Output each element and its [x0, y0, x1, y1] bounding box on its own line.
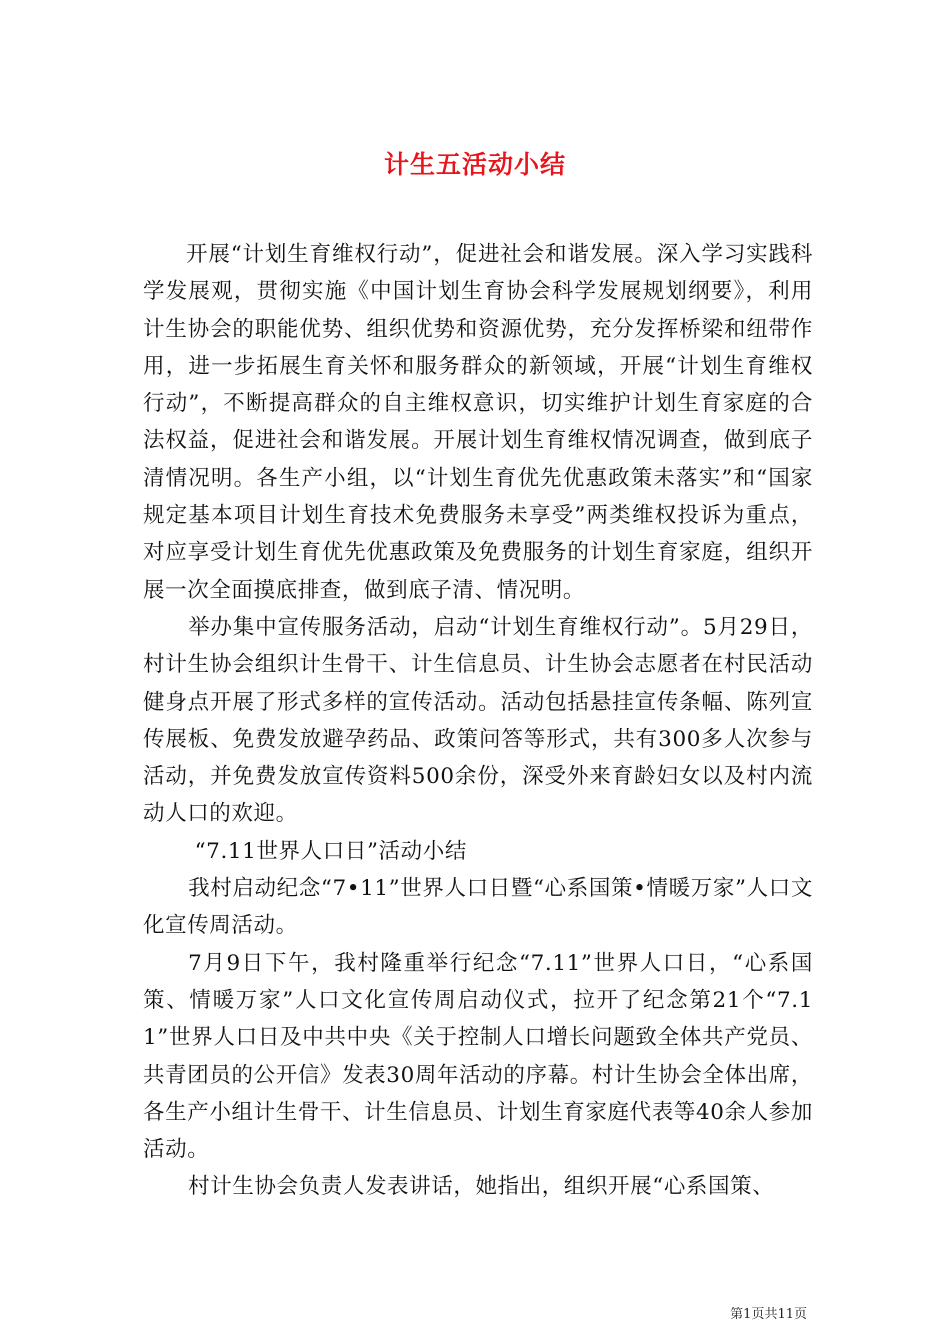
document-body [143, 236, 813, 1206]
paragraph-ceremony: 7月9日下午，我村隆重举行纪念“7.11”世界人口日，“心系国策、情暖万家”人口文化宣传周启动仪式，拉开了纪念第21个“7.11”世界人口日及中共中央《关于控制人口增长问题致全体共产党员、共青团员的公开信》发表30周年活动的序幕。村计生协会全体出席，各生产小组计生骨干、计生信息员、计划生育家庭代表等40余人参加活动。 [143, 950, 813, 1163]
section-subtitle-population-day: “7.11世界人口日”活动小结 [194, 838, 467, 864]
paragraph-speech: 村计生协会负责人发表讲话，她指出，组织开展“心系国策、 [188, 1174, 775, 1200]
paragraph-publicity-event: 举办集中宣传服务活动，启动“计划生育维权行动”。5月29日，村计生协会组织计生骨干、计生信息员、计生协会志愿者在村民活动健身点开展了形式多样的宣传活动。活动包括悬挂宣传条幅、陈列宣传展板、免费发放避孕药品、政策问答等形式，共有300多人次参与活动，并免费发放宣传资料500余份，深受外来育龄妇女以及村内流动人口的欢迎。 [143, 614, 813, 827]
page-number: 第1页共11页 [730, 1307, 807, 1322]
paragraph-campaign-launch: 我村启动纪念“7•11”世界人口日暨“心系国策•情暖万家”人口文化宣传周活动。 [143, 876, 813, 939]
paragraph-rights-action: 开展“计划生育维权行动”，促进社会和谐发展。深入学习实践科学发展观，贯彻实施《中国计划生育协会科学发展规划纲要》，利用计生协会的职能优势、组织优势和资源优势，充分发挥桥梁和纽带作用，进一步拓展生育关怀和服务群众的新领域，开展“计划生育维权行动”，不断提高群众的自主维权意识，切实维护计划生育家庭的合法权益，促进社会和谐发展。开展计划生育维权情况调查，做到底子清情况明。各生产小组，以“计划生育优先优惠政策未落实”和“国家规定基本项目计划生育技术免费服务未享受”两类维权投诉为重点，对应享受计划生育优先优惠政策及免费服务的计划生育家庭，组织开展一次全面摸底排查，做到底子清、情况明。 [143, 242, 813, 603]
document-title: 计生五活动小结 [383, 149, 566, 179]
